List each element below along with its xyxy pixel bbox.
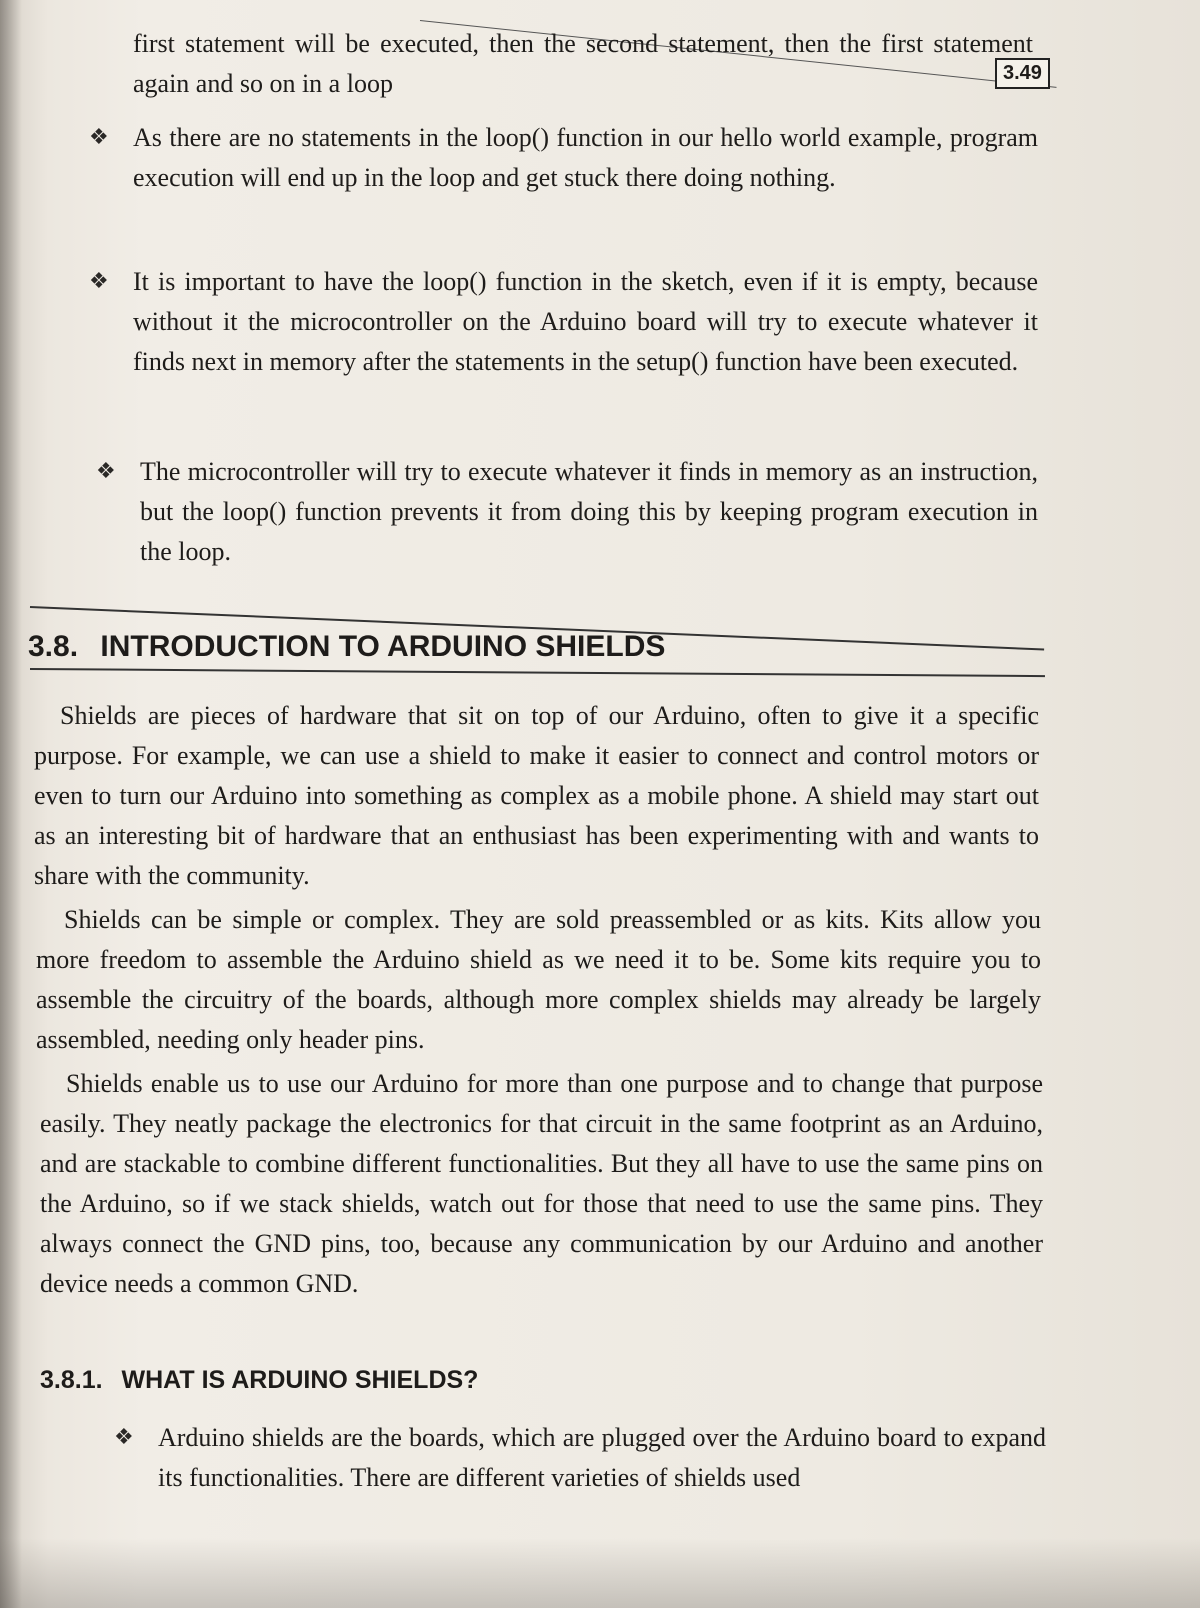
spine-shadow: [0, 0, 22, 1608]
diamond-bullet-icon: ❖: [114, 1424, 134, 1449]
page-number: 3.49: [995, 58, 1050, 89]
bullet-item: [114, 1418, 1046, 1498]
bullet-text: Arduino shields are the boards, which are plugged over the Arduino board to expand its functionalities. There are different varieties of shields used: [158, 1423, 1046, 1492]
subsection-number: 3.8.1.: [40, 1366, 103, 1394]
bullet-text: It is important to have the loop() function in the sketch, even if it is empty, because without it the microcontroller on the Arduino board will try to execute whatever it finds next in memory after the statements in the setup() function have been executed.: [133, 267, 1038, 376]
subsection-heading: [40, 1366, 478, 1395]
bullet-text: As there are no statements in the loop() function in our hello world example, program execution will end up in the loop and get stuck there doing nothing.: [133, 123, 1038, 192]
section-paragraph: Shields are pieces of hardware that sit on top of our Arduino, often to give it a specific purpose. For example, we can use a shield to make it easier to connect and control motors or even to turn our Arduino into something as complex as a mobile phone. A shield may start out as an interesting bit of hardware that an enthusiast has been experimenting with and wants to share with the community.: [34, 701, 1039, 890]
bullet-item: [89, 262, 1038, 382]
bullet-text: The microcontroller will try to execute whatever it finds in memory as an instruction, but the loop() function prevents it from doing this by keeping program execution in the loop.: [140, 457, 1038, 566]
diamond-bullet-icon: ❖: [89, 124, 109, 149]
diamond-bullet-icon: ❖: [96, 458, 116, 483]
section-number: 3.8.: [28, 630, 79, 663]
intro-fragment: first statement will be executed, then the second statement, then the first statement again and so on in a loop: [133, 29, 1033, 98]
bottom-shade: [0, 1538, 1200, 1608]
section-rule-bottom: [30, 668, 1045, 677]
section-paragraph: Shields enable us to use our Arduino for more than one purpose and to change that purpose easily. They neatly package the electronics for that circuit in the same footprint as an Arduino, and are stackable to combine different functionalities. But they all have to use the same pins on the Arduino, so if we stack shields, watch out for those that need to use the same pins. They always connect the GND pins, too, because any communication by our Arduino and another device needs a common GND.: [40, 1069, 1043, 1298]
section-paragraph: Shields can be simple or complex. They are sold preassembled or as kits. Kits allow you more freedom to assemble the Arduino shield as we need it to be. Some kits require you to assemble the circuitry of the boards, although more complex shields may already be largely assembled, needing only header pins.: [36, 905, 1041, 1054]
bullet-item: [96, 452, 1038, 572]
subsection-title: WHAT IS ARDUINO SHIELDS?: [121, 1366, 479, 1394]
diamond-bullet-icon: ❖: [89, 268, 109, 293]
section-title: INTRODUCTION TO ARDUINO SHIELDS: [100, 630, 666, 663]
bullet-item: [89, 118, 1038, 198]
section-heading: [28, 630, 665, 664]
